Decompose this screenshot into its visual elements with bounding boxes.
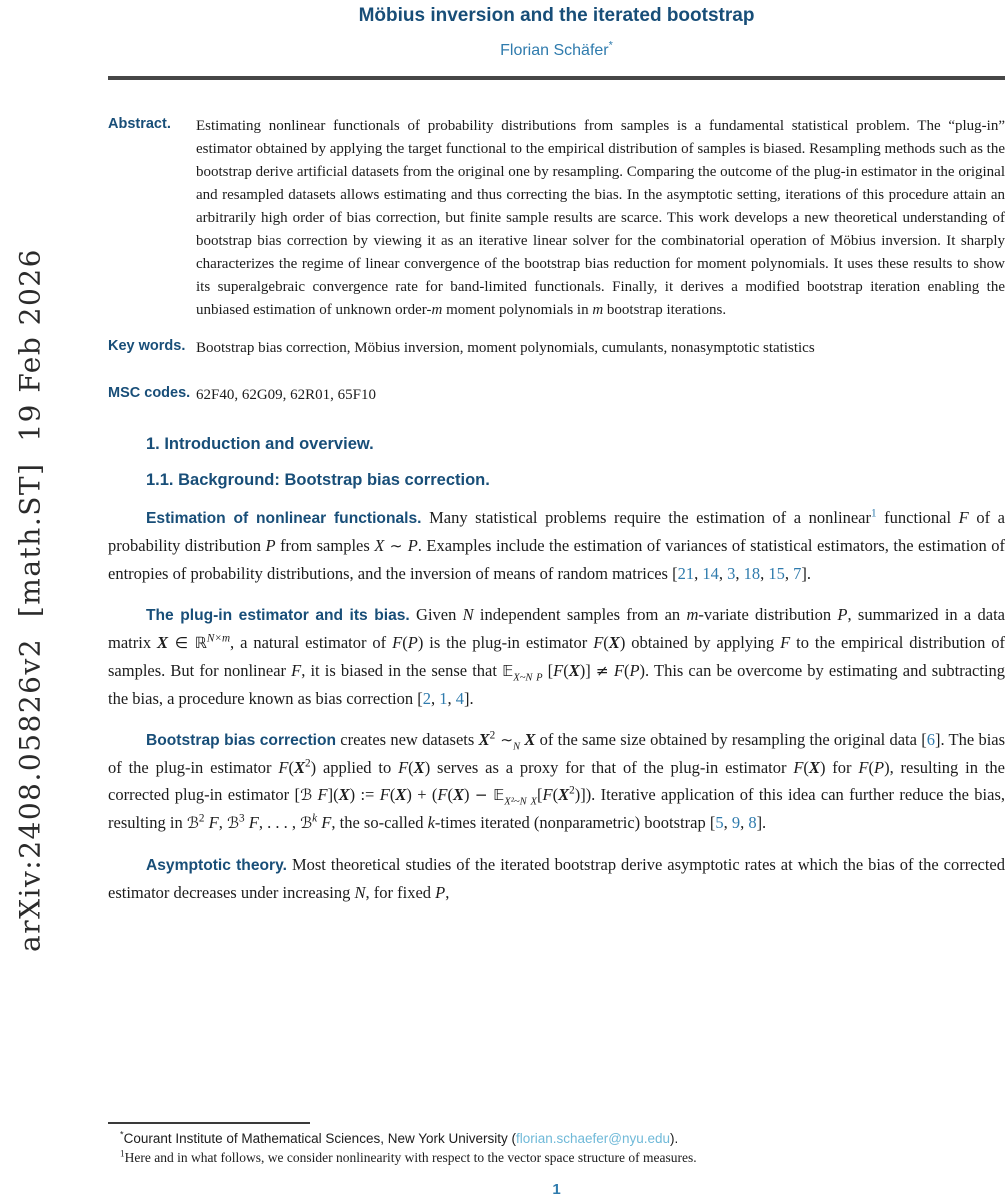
text-span: Given bbox=[409, 605, 463, 624]
text-span: F bbox=[793, 758, 804, 777]
text-span: , it is biased in the sense that bbox=[301, 661, 503, 680]
text-span: F bbox=[208, 813, 219, 832]
text-span: ∼ bbox=[495, 731, 514, 749]
citation-link[interactable]: 8 bbox=[748, 813, 757, 832]
text-span: X bbox=[395, 785, 407, 804]
subsection-heading-background: 1.1. Background: Bootstrap bias correction. bbox=[146, 471, 490, 489]
text-span: F bbox=[291, 661, 302, 680]
text-span: F bbox=[317, 785, 328, 804]
text-span: ∼ bbox=[384, 537, 408, 555]
text-span: m bbox=[592, 302, 604, 318]
citation-link[interactable]: 21 bbox=[677, 564, 695, 583]
text-span: ) for bbox=[819, 758, 859, 777]
text-span: 1 bbox=[120, 1148, 125, 1159]
text-span: , bbox=[740, 813, 749, 832]
text-span: P bbox=[837, 605, 848, 624]
page-number: 1 bbox=[552, 1181, 561, 1198]
citation-link[interactable]: 6 bbox=[926, 730, 935, 749]
text-span: , bbox=[447, 689, 456, 708]
text-span: ( bbox=[803, 758, 809, 777]
abstract-text bbox=[196, 115, 1005, 322]
paragraph-asymptotic-theory bbox=[108, 851, 1005, 906]
citation-link[interactable]: 7 bbox=[793, 564, 802, 583]
text-span: ( bbox=[402, 633, 408, 652]
text-span: ( bbox=[623, 661, 630, 680]
text-span: )] bbox=[579, 661, 596, 680]
text-span: ). bbox=[670, 1131, 679, 1146]
text-span: P bbox=[265, 536, 276, 555]
text-span: F bbox=[379, 785, 390, 804]
paper-content bbox=[108, 0, 1005, 1124]
text-span: P bbox=[407, 633, 418, 652]
text-span: F bbox=[958, 508, 969, 527]
text-span: , bbox=[718, 564, 728, 583]
title-rule bbox=[108, 76, 1005, 80]
keywords-block bbox=[108, 337, 1005, 360]
section-heading-introduction: 1. Introduction and overview. bbox=[146, 435, 374, 453]
footnote-1 bbox=[108, 1148, 1005, 1167]
abstract-block bbox=[108, 115, 1005, 322]
arxiv-watermark: arXiv:2408.05826v2 [math.ST] 19 Feb 2026 bbox=[13, 248, 47, 952]
text-span: ) obtained by applying bbox=[619, 633, 781, 652]
text-span: 2 bbox=[569, 784, 575, 797]
text-span: N bbox=[462, 605, 474, 624]
text-span: ( bbox=[603, 633, 609, 652]
text-span: N×m bbox=[206, 632, 231, 645]
text-span: X²~N X bbox=[504, 796, 537, 808]
text-span: moment polynomials in bbox=[442, 302, 593, 318]
text-span: , bbox=[735, 564, 744, 583]
citation-link[interactable]: 5 bbox=[715, 813, 724, 832]
footnote-rule bbox=[108, 1122, 310, 1124]
text-span: functional bbox=[876, 508, 959, 527]
text-span: ) + ( bbox=[406, 785, 438, 804]
text-span: 2 bbox=[198, 812, 205, 825]
text-span: P bbox=[629, 661, 640, 680]
text-span: m bbox=[686, 605, 699, 624]
text-span: k bbox=[427, 813, 435, 832]
text-span: P bbox=[873, 758, 885, 777]
text-span: 2 bbox=[489, 729, 496, 742]
text-span: , . . . , bbox=[258, 813, 301, 832]
text-span: X bbox=[568, 661, 580, 680]
text-span: Here and in what follows, we consider nonlinearity with respect to the vector space structure of measures. bbox=[124, 1150, 697, 1165]
text-span: , summarized in a data matrix bbox=[108, 605, 1005, 652]
citation-link[interactable]: 14 bbox=[702, 564, 719, 583]
msc-block bbox=[108, 384, 1005, 407]
paragraph-lead: Estimation of nonlinear functionals. bbox=[146, 510, 422, 527]
text-span: N bbox=[354, 883, 366, 902]
text-span: 3 bbox=[239, 812, 245, 825]
text-span: ) := bbox=[349, 785, 380, 804]
msc-label: MSC codes. bbox=[108, 385, 191, 401]
author-thanks-mark[interactable]: * bbox=[608, 39, 613, 52]
text-span: ( bbox=[552, 785, 559, 804]
text-span: ) bbox=[464, 785, 475, 804]
text-span: * bbox=[120, 1129, 124, 1140]
citation-link[interactable]: 2 bbox=[422, 689, 432, 708]
text-span: ( bbox=[389, 785, 396, 804]
text-span: 2 bbox=[305, 757, 311, 770]
footnote-ref-mark[interactable]: 1 bbox=[870, 507, 877, 520]
text-span: F bbox=[613, 661, 624, 680]
text-span: , bbox=[218, 813, 227, 832]
citation-link[interactable]: 9 bbox=[731, 813, 741, 832]
paragraph-lead: Asymptotic theory. bbox=[146, 857, 287, 874]
text-span: ), resulting in the corrected plug-in estimator [ bbox=[108, 758, 1005, 804]
footnote-affiliation bbox=[108, 1129, 1005, 1148]
text-span: Most theoretical studies of the iterated bootstrap derive asymptotic rates at which the bias of the corrected estimator decreases under increasing bbox=[108, 855, 1005, 902]
text-span: ( bbox=[563, 661, 569, 680]
text-span: F bbox=[321, 813, 332, 832]
keywords-text: Bootstrap bias correction, Möbius inversion, moment polynomials, cumulants, nonasymptotic statistics bbox=[196, 340, 815, 356]
text-span: . Examples include the estimation of variances of statistical estimators, the estimation of entropies of probability distributions, and the inversion of means of random matrices [ bbox=[108, 536, 1005, 583]
text-span: X bbox=[338, 785, 350, 804]
text-span: bootstrap iterations. bbox=[603, 302, 727, 318]
text-span: P bbox=[407, 536, 418, 555]
paragraph-estimation-of-nonlinear-functionals bbox=[108, 504, 1005, 587]
text-span: F bbox=[248, 813, 259, 832]
text-span: [ bbox=[542, 661, 554, 680]
text-span: P bbox=[435, 883, 446, 902]
text-span: of the same size obtained by resampling the original data [ bbox=[535, 730, 927, 749]
text-span: F bbox=[542, 785, 553, 804]
text-span: from samples bbox=[275, 536, 375, 555]
text-span: , for fixed bbox=[365, 883, 436, 902]
author-name: Florian Schäfer bbox=[500, 42, 609, 59]
text-span: X bbox=[157, 633, 169, 652]
text-span: ℬ bbox=[186, 814, 199, 832]
citation-link[interactable]: 3 bbox=[727, 564, 736, 583]
text-span: ]. bbox=[801, 564, 811, 583]
text-span: ℬ bbox=[300, 786, 313, 804]
text-span: ]. bbox=[756, 813, 767, 832]
text-span: , the so-called bbox=[331, 813, 428, 832]
text-span: Estimating nonlinear functionals of probability distributions from samples is a fundamental statistical problem. The “plug-in” estimator obtained by applying the target functional to the empirical distribution of samples is biased. Resampling methods such as the bootstrap derive artificial datasets from the original one by resampling. Comparing the outcome of the plug-in estimator in the original and resampled datasets allows estimating and thus correcting the bias. In the asymptotic setting, iterations of this procedure attain an arbitrarily high order of bias correction, but finite sample results are scarce. This work develops a new theoretical understanding of bootstrap bias correction by viewing it as an iterative linear solver for the combinatorial operation of Möbius inversion. It sharply characterizes the regime of linear convergence of the bootstrap bias reduction for moment polynomials. It uses these results to show its superalgebraic convergence rate for band-limited functionals. Finally, it derives a modified bootstrap iteration enabling the unbiased estimation of unknown order- bbox=[196, 118, 1005, 318]
text-span: , bbox=[784, 564, 794, 583]
text-span: − bbox=[474, 786, 488, 804]
text-span: , bbox=[445, 883, 450, 902]
text-span: , bbox=[694, 564, 703, 583]
text-span: F bbox=[593, 633, 604, 652]
citation-link[interactable]: 15 bbox=[768, 564, 785, 583]
text-span: independent samples from an bbox=[473, 605, 687, 624]
text-span: F bbox=[278, 758, 289, 777]
text-span: X bbox=[608, 633, 620, 652]
text-span: F bbox=[553, 661, 564, 680]
text-span: 𝔼 bbox=[493, 786, 505, 804]
page-footer bbox=[108, 1122, 1005, 1198]
keywords-label: Key words. bbox=[108, 338, 186, 354]
text-span: ( bbox=[408, 758, 414, 777]
text-span: X bbox=[453, 785, 465, 804]
msc-text: 62F40, 62G09, 62R01, 65F10 bbox=[196, 387, 377, 403]
text-span: , bbox=[723, 813, 732, 832]
text-span: creates new datasets bbox=[336, 730, 479, 749]
text-span: X bbox=[293, 758, 305, 777]
email-link[interactable]: florian.schaefer@nyu.edu bbox=[516, 1131, 671, 1146]
text-span: ]( bbox=[327, 785, 339, 804]
text-span: , bbox=[431, 689, 440, 708]
text-span: ≠ bbox=[595, 662, 609, 680]
text-span: ( bbox=[447, 785, 453, 804]
text-span: X bbox=[478, 730, 490, 749]
text-span: X bbox=[558, 785, 570, 804]
text-span: ]. bbox=[464, 689, 474, 708]
text-span: k bbox=[312, 812, 318, 825]
citation-link[interactable]: 1 bbox=[439, 689, 448, 708]
text-span: ( bbox=[868, 758, 874, 777]
paragraph-plugin-estimator-bias bbox=[108, 601, 1005, 712]
text-span: ) is the plug-in estimator bbox=[417, 633, 594, 652]
text-span: F bbox=[780, 633, 791, 652]
text-span: to the empirical distribution of samples. But for nonlinear bbox=[108, 633, 1005, 680]
text-span: X bbox=[808, 758, 820, 777]
text-span: ) applied to bbox=[310, 758, 399, 777]
text-span: F bbox=[858, 758, 869, 777]
text-span: ) serves as a proxy for that of the plug-in estimator bbox=[424, 758, 794, 777]
text-span: m bbox=[431, 302, 443, 318]
text-span: ). This can be overcome by estimating and subtracting the bias, a procedure known as bias correction [ bbox=[108, 661, 1005, 708]
text-span: 𝔼 bbox=[502, 662, 514, 680]
abstract-label: Abstract. bbox=[108, 116, 171, 132]
text-span: F bbox=[437, 785, 448, 804]
text-span: X bbox=[413, 758, 425, 777]
text-span: X bbox=[524, 730, 536, 749]
text-span: of a probability distribution bbox=[108, 508, 1005, 555]
text-span: ]. The bias of the plug-in estimator bbox=[108, 730, 1005, 777]
text-span: F bbox=[398, 758, 409, 777]
citation-link[interactable]: 18 bbox=[743, 564, 761, 583]
paper-title: Möbius inversion and the iterated bootstrap bbox=[358, 5, 755, 26]
author-line bbox=[108, 39, 1005, 60]
text-span: X bbox=[374, 536, 385, 555]
text-span: X~N P bbox=[513, 672, 543, 684]
text-span: ( bbox=[288, 758, 294, 777]
paragraph-bootstrap-bias-correction bbox=[108, 726, 1005, 837]
text-span: -variate distribution bbox=[698, 605, 838, 624]
text-span: ℬ bbox=[226, 814, 240, 832]
text-span: [ bbox=[536, 785, 543, 804]
text-span: , a natural estimator of bbox=[230, 633, 393, 652]
text-span: N bbox=[513, 741, 521, 753]
text-span: ℬ bbox=[300, 814, 313, 832]
citation-link[interactable]: 4 bbox=[455, 689, 465, 708]
text-span: )]). Iterative application of this idea can further reduce the bias, resulting in bbox=[108, 785, 1005, 832]
paragraph-lead: The plug-in estimator and its bias. bbox=[146, 607, 410, 624]
paragraph-lead: Bootstrap bias correction bbox=[146, 732, 337, 749]
text-span: ∈ ℝ bbox=[168, 634, 207, 652]
text-span: F bbox=[392, 633, 403, 652]
text-span: Many statistical problems require the estimation of a nonlinear bbox=[421, 508, 871, 527]
text-span: , bbox=[760, 564, 769, 583]
text-span: -times iterated (nonparametric) bootstrap [ bbox=[434, 813, 716, 832]
text-span: Courant Institute of Mathematical Sciences, New York University ( bbox=[123, 1131, 516, 1146]
